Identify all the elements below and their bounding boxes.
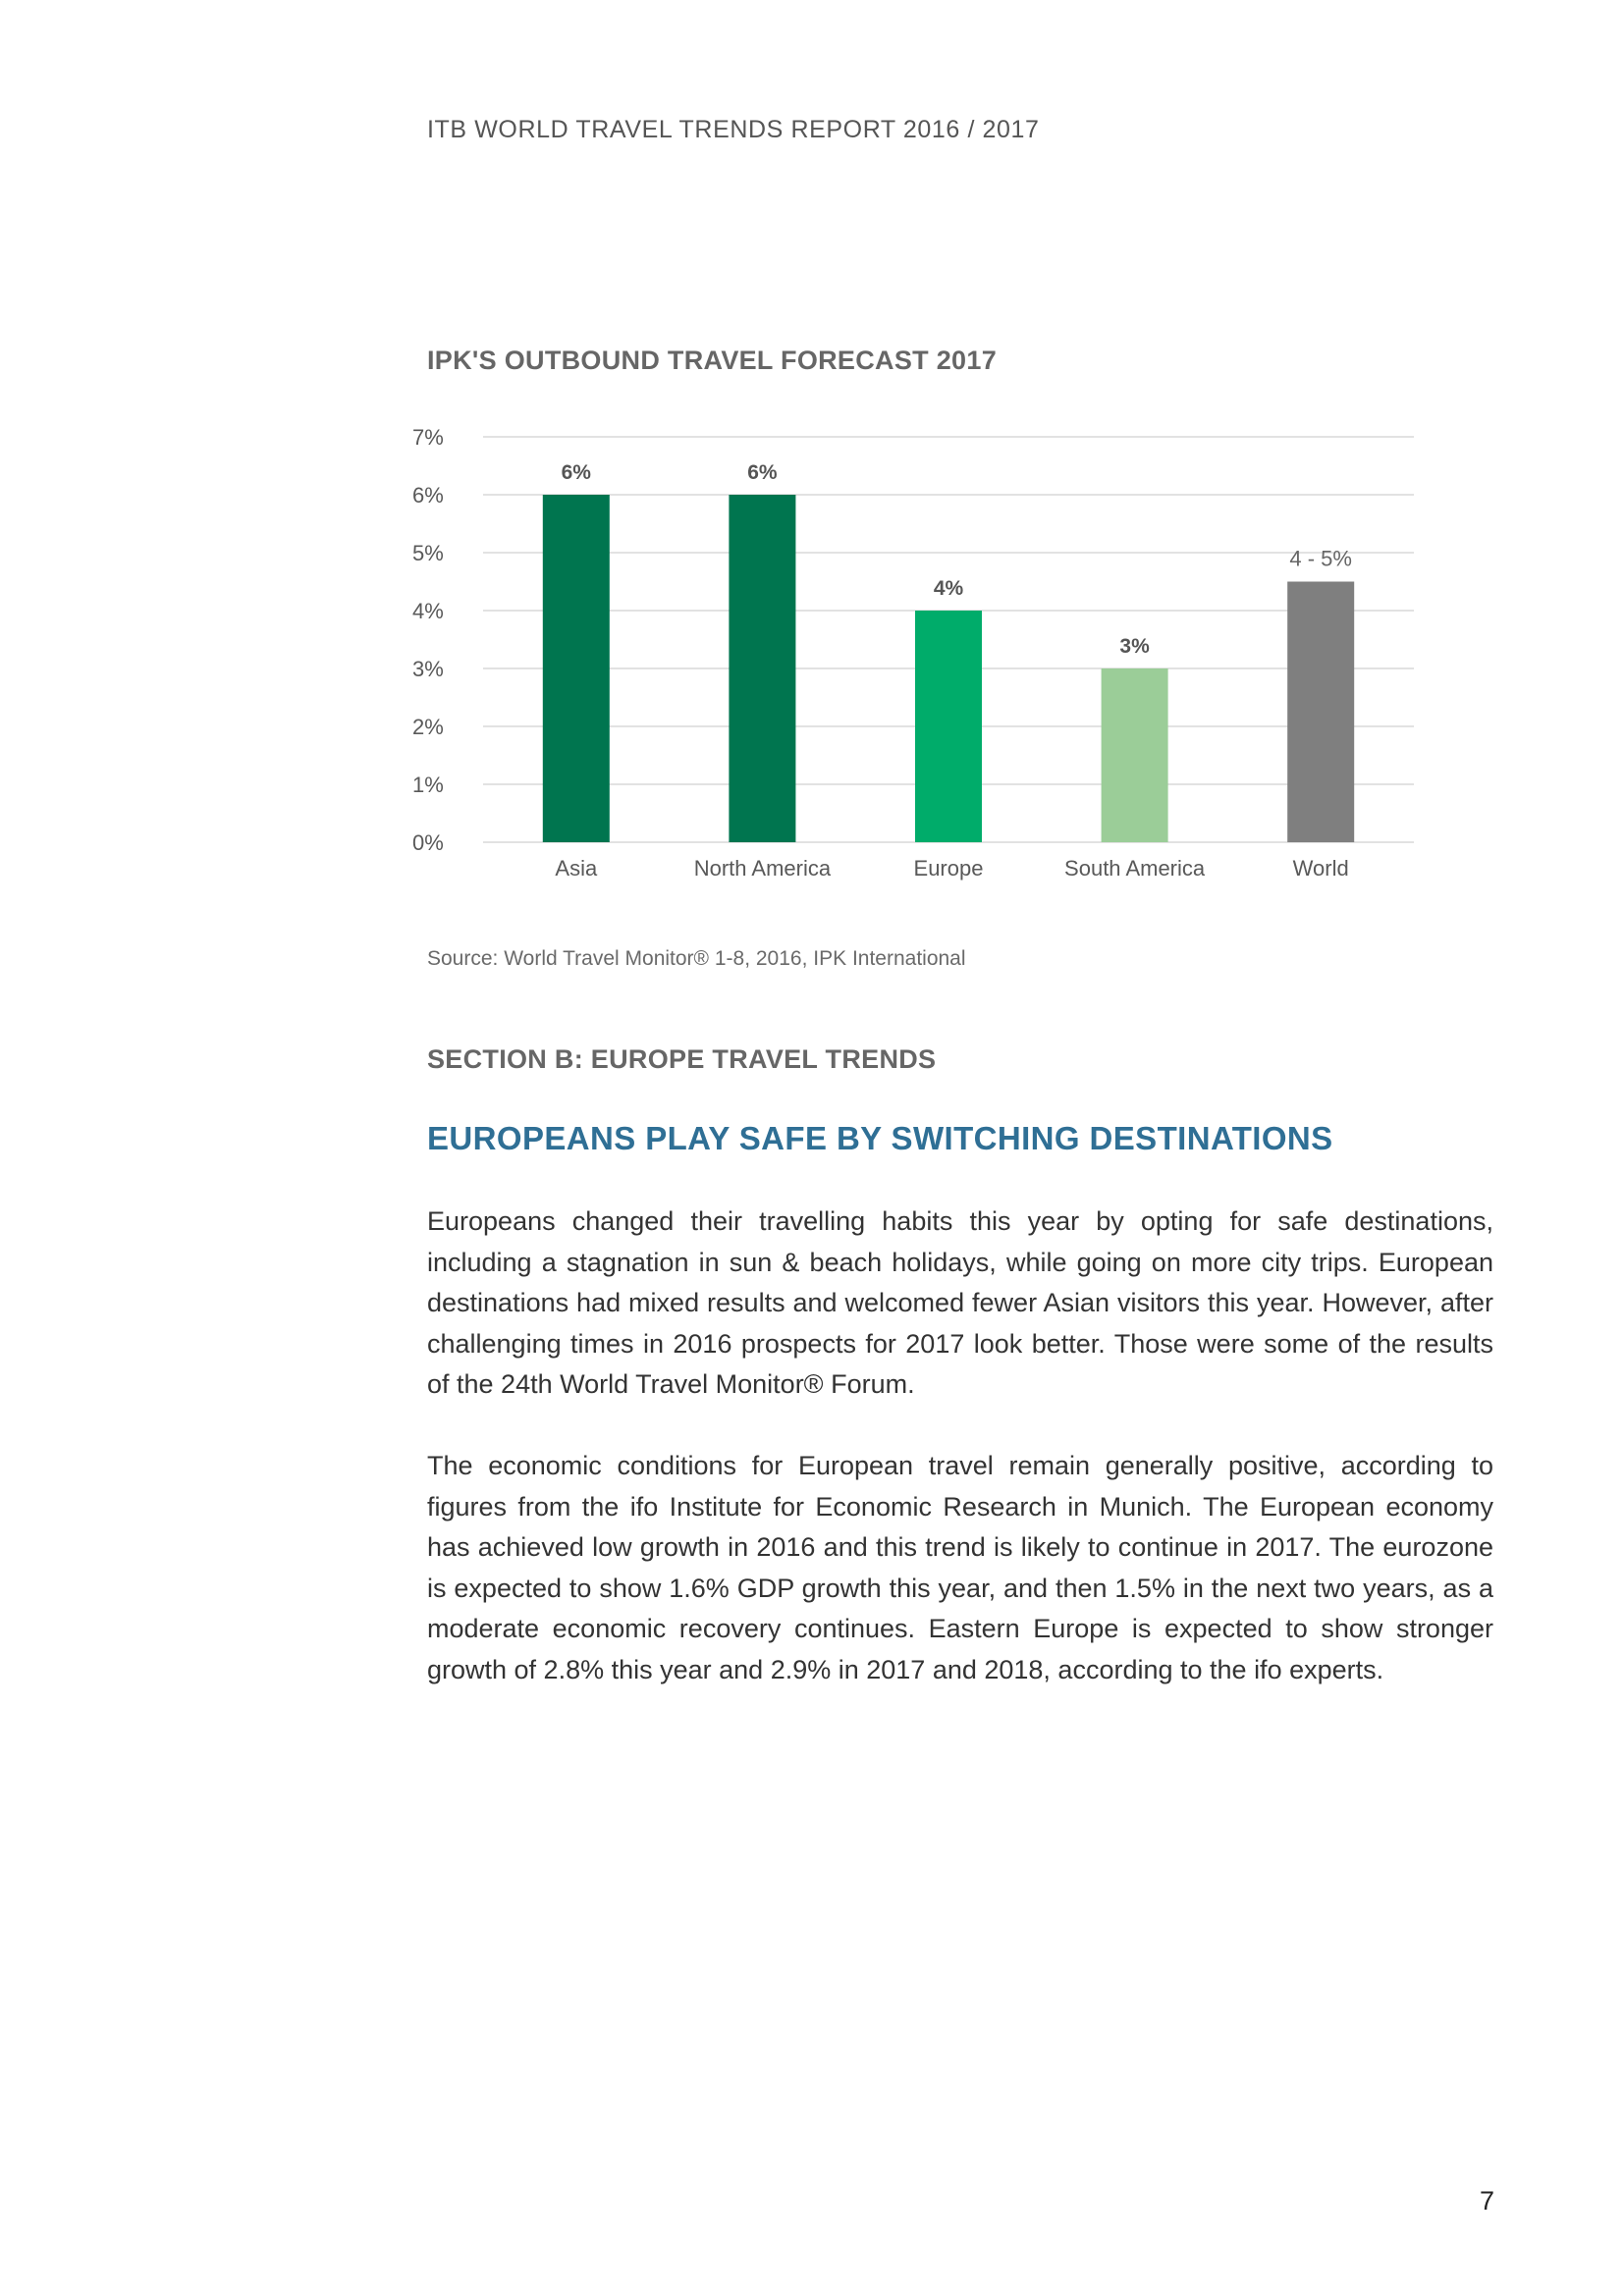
bar-chart-svg	[412, 412, 1414, 893]
running-header: ITB WORLD TRAVEL TRENDS REPORT 2016 / 2017	[427, 116, 1040, 143]
x-tick-label: Asia	[555, 856, 598, 881]
bar	[729, 495, 795, 842]
x-tick-label: South America	[1064, 856, 1206, 881]
data-label: 4 - 5%	[1289, 546, 1352, 571]
data-label: 3%	[1119, 635, 1150, 658]
data-label: 4%	[933, 577, 964, 600]
y-tick-label: 2%	[412, 715, 444, 739]
chart-x-axis	[555, 856, 1348, 881]
bar	[1102, 668, 1168, 842]
y-tick-label: 4%	[412, 599, 444, 623]
x-tick-label: World	[1292, 856, 1349, 881]
section-label: SECTION B: EUROPE TRAVEL TRENDS	[427, 1044, 937, 1074]
x-tick-label: North America	[693, 856, 832, 881]
bar	[1287, 582, 1354, 843]
body-paragraph-1: Europeans changed their travelling habits this year by opting for safe destinations, including a stagnation in sun & beach holidays, while going on more city trips. European destinations had mixed results and welcomed fewer Asian visitors this year. However, after challenging times in 2016 prospects for 2017 look better. Those were some of the results of the 24th World Travel Monitor® Forum.	[427, 1206, 1493, 1399]
article-title: EUROPEANS PLAY SAFE BY SWITCHING DESTINATIONS	[427, 1120, 1333, 1156]
y-tick-label: 3%	[412, 657, 444, 681]
page-number: 7	[1480, 2186, 1495, 2216]
bar	[543, 495, 610, 842]
y-tick-label: 0%	[412, 830, 444, 855]
chart-y-axis	[412, 425, 444, 855]
y-tick-label: 5%	[412, 541, 444, 565]
y-tick-label: 1%	[412, 773, 444, 797]
chart-title: IPK'S OUTBOUND TRAVEL FORECAST 2017	[427, 346, 998, 375]
data-label: 6%	[747, 461, 778, 484]
x-tick-label: Europe	[913, 856, 984, 881]
y-tick-label: 7%	[412, 425, 444, 450]
chart-source: Source: World Travel Monitor® 1-8, 2016, IPK International	[427, 947, 966, 970]
bar-chart	[412, 412, 1414, 893]
y-tick-label: 6%	[412, 483, 444, 507]
data-label: 6%	[561, 461, 591, 484]
bar	[915, 611, 982, 842]
body-paragraph-2: The economic conditions for European travel remain generally positive, according to figures from the ifo Institute for Economic Research in Munich. The European economy has achieved low growth in 2016 and this trend is likely to continue in 2017. The eurozone is expected to show 1.6% GDP growth this year, and then 1.5% in the next two years, as a moderate economic recovery continues. Eastern Europe is expected to show stronger growth of 2.8% this year and 2.9% in 2017 and 2018, according to the ifo experts.	[427, 1451, 1493, 1684]
